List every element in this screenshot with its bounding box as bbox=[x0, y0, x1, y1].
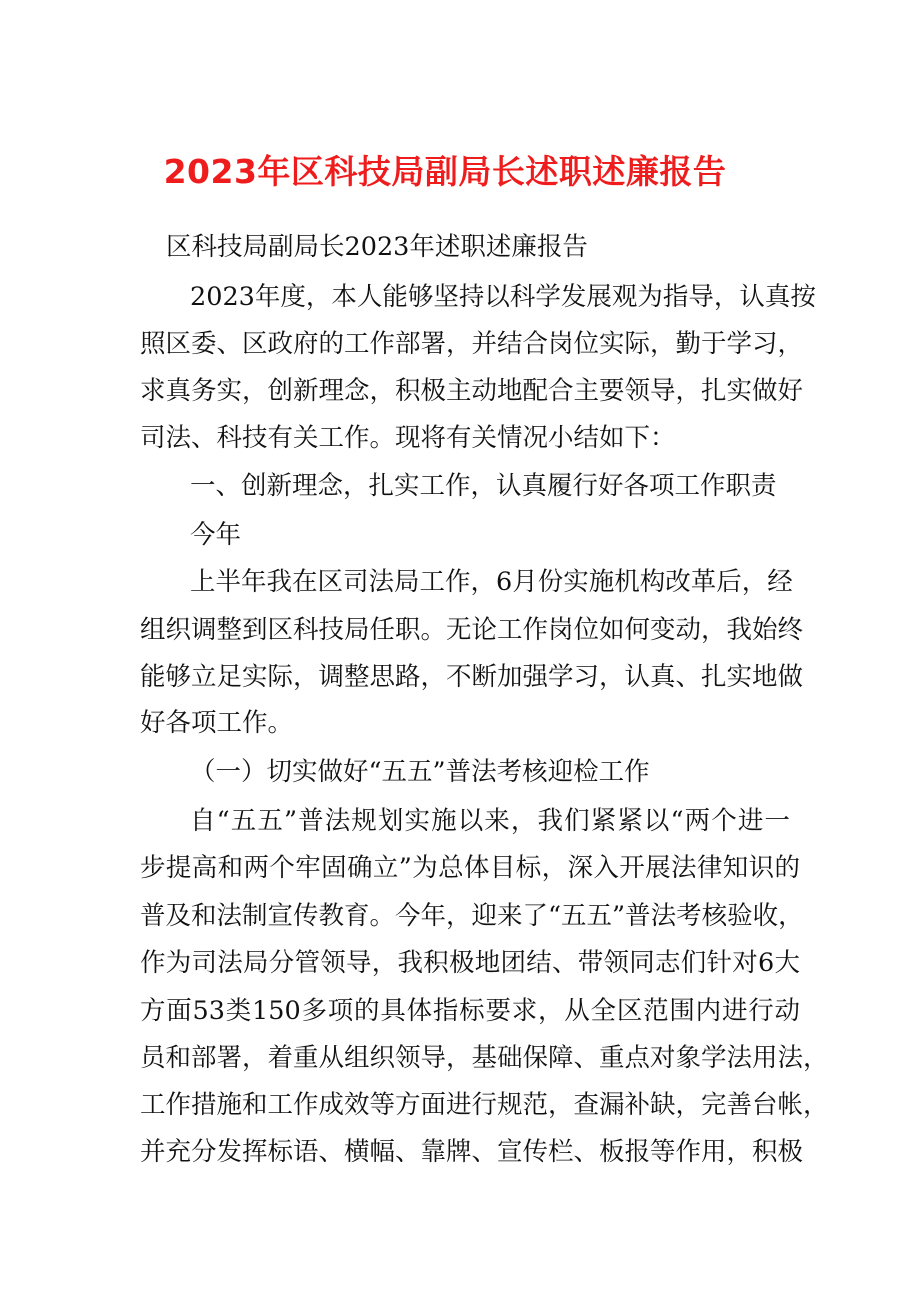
paragraph-line: 组织调整到区科技局任职。无论工作岗位如何变动，我始终 bbox=[140, 615, 804, 645]
paragraph-line: 工作措施和工作成效等方面进行规范，查漏补缺，完善台帐， bbox=[140, 1090, 829, 1120]
paragraph-line: 上半年我在区司法局工作，6月份实施机构改革后，经 bbox=[190, 567, 793, 597]
paragraph-line: 一、创新理念，扎实工作，认真履行好各项工作职责 bbox=[190, 471, 777, 501]
paragraph-line: 好各项工作。 bbox=[140, 708, 294, 738]
paragraph-line: 今年 bbox=[190, 520, 242, 550]
paragraph-line: 能够立足实际，调整思路，不断加强学习，认真、扎实地做 bbox=[140, 662, 804, 692]
paragraph-line: 照区委、区政府的工作部署，并结合岗位实际，勤于学习， bbox=[140, 329, 804, 359]
document-subtitle: 区科技局副局长2023年述职述廉报告 bbox=[166, 232, 588, 262]
paragraph-line: 2023年度，本人能够坚持以科学发展观为指导，认真按 bbox=[190, 282, 816, 312]
paragraph-line: 作为司法局分管领导，我积极地团结、带领同志们针对6大 bbox=[140, 948, 800, 978]
paragraph-line: 自“五五”普法规划实施以来，我们紧紧以“两个进一 bbox=[190, 806, 790, 836]
paragraph-line: （一）切实做好“五五”普法考核迎检工作 bbox=[190, 757, 650, 787]
paragraph-line: 求真务实，创新理念，积极主动地配合主要领导，扎实做好 bbox=[140, 376, 804, 406]
paragraph-line: 方面53类150多项的具体指标要求，从全区范围内进行动 bbox=[140, 996, 800, 1026]
paragraph-line: 步提高和两个牢固确立”为总体目标，深入开展法律知识的 bbox=[140, 853, 800, 883]
paragraph-line: 普及和法制宣传教育。今年，迎来了“五五”普法考核验收， bbox=[140, 901, 804, 931]
paragraph-line: 员和部署，着重从组织领导，基础保障、重点对象学法用法， bbox=[140, 1043, 829, 1073]
paragraph-line: 司法、科技有关工作。现将有关情况小结如下： bbox=[140, 423, 676, 453]
paragraph-line: 并充分发挥标语、横幅、靠牌、宣传栏、板报等作用，积极 bbox=[140, 1137, 804, 1167]
document-title: 2023年区科技局副局长述职述廉报告 bbox=[163, 152, 727, 191]
